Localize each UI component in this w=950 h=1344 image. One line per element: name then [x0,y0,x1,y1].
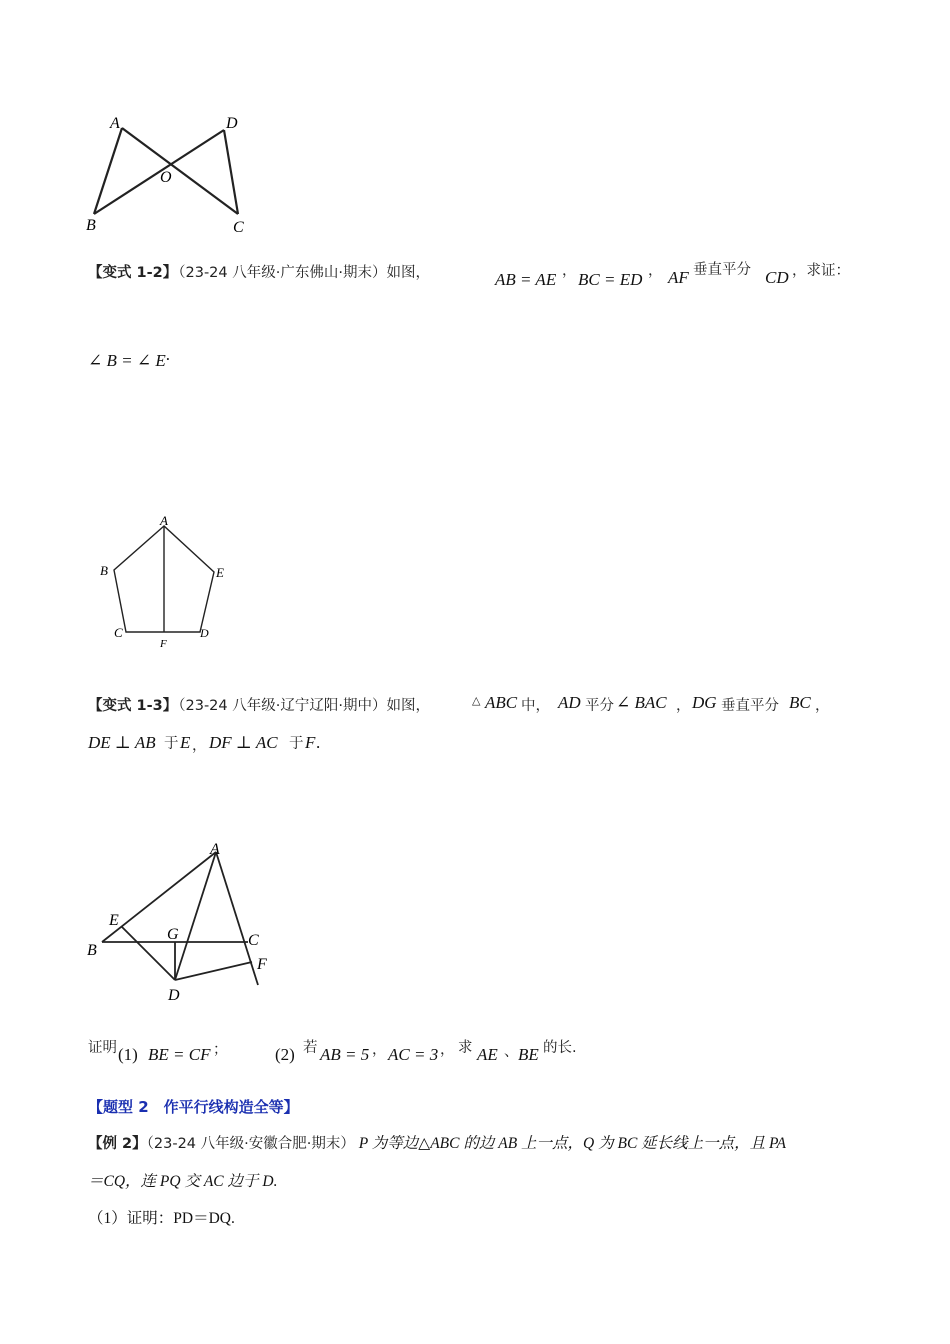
de-chang: 的长. [543,1040,577,1056]
conclusion-angles: ∠ B = ∠ E. [88,345,170,370]
semicolon: ； [213,1042,228,1058]
comma-2: ， [815,698,830,714]
example-2-source: （23-24 八年级·安徽合肥·期末） [146,1136,355,1152]
bc: BC [789,693,811,712]
comma-3: ， [192,738,207,754]
variant-1-2-tag: 【变式 1-2】 [88,265,178,281]
example-2-question-1: （1）证明：PD＝DQ. [88,1210,235,1227]
label-o: O [160,169,172,186]
label-c: C [248,932,259,949]
af: AF [668,268,689,287]
variant-1-3-line1 [88,690,938,720]
label-b: B [87,942,97,959]
sep-2: ， [648,263,663,279]
comma: ， [676,698,691,714]
example-2-line2: ＝CQ，连 PQ 交 AC 边于 D. [88,1173,278,1190]
abc: ABC [485,693,518,712]
part2-number: (2) [275,1045,295,1064]
example-2-text: P 为等边△ABC 的边 AB 上一点，Q 为 BC 延长线上一点，且 PA [358,1135,786,1152]
label-c: C [233,219,244,236]
label-a: A [160,513,168,528]
variant-1-3-line2: DE ⊥ AB 于 E ， DF ⊥ AC 于 F . [88,733,321,754]
label-a: A [210,841,220,858]
part2-if: 若 [303,1040,318,1056]
example-2-line1 [88,1131,786,1153]
sep-b: ， [440,1042,455,1058]
figure-pentagon [90,510,240,655]
dg: DG [692,693,717,712]
label-d: D [226,115,238,132]
section-heading: 【题型 2 作平行线构造全等】 [88,1098,299,1116]
yu-2: 于 [289,736,304,752]
label-a: A [110,115,120,132]
label-e: E [109,912,119,929]
triangle-symbol: △ [472,694,481,707]
ac-equals-3: AC = 3 [388,1045,439,1064]
sep-a: ， [372,1042,387,1058]
zhong: 中， [521,698,550,714]
label-b: B [86,217,96,234]
label-g: G [167,926,179,943]
eq-bc-ed: BC = ED [578,270,643,289]
ad: AD [558,693,581,712]
variant-1-2-source: （23-24 八年级·广东佛山·期末）如图， [171,265,430,281]
ab-equals-5: AB = 5 [320,1045,370,1064]
label-d: D [200,626,209,640]
cd: CD [765,268,789,287]
df-perp-ac: DF ⊥ AC [209,733,278,752]
ae: AE [477,1045,498,1064]
f: F [305,733,316,752]
de-perp-ab: DE ⊥ AB [88,733,156,752]
angle-bac: ∠ BAC [616,693,667,712]
yu-1: 于 [164,736,179,752]
eq-ab-ae: AB = AE [495,270,557,289]
proof-prefix: 证明 [88,1040,117,1056]
bisect: 平分 [585,698,614,714]
label-c: C [114,625,123,640]
variant-1-2-line [88,256,938,296]
label-d: D [168,987,180,1004]
figure-triangle-adgef [80,835,290,1010]
part1-number: (1) [118,1045,138,1064]
perp-bisect-text: 垂直平分 [693,262,751,278]
be: BE [518,1045,539,1064]
prove-text: ，求证： [792,263,850,279]
label-f: F [257,956,267,973]
label-e: E [216,565,224,580]
variant-1-3-source: （23-24 八年级·辽宁辽阳·期中）如图， [171,698,430,714]
proof-line [88,1036,688,1070]
qiu: 求 [458,1040,473,1056]
label-b: B [100,563,108,578]
variant-1-3-tag: 【变式 1-3】 [88,698,178,714]
perp-bisect: 垂直平分 [721,698,779,714]
sep-1: ， [562,263,577,279]
e: E [180,733,191,752]
part1-statement: BE = CF [148,1045,211,1064]
figure-bowtie [80,110,260,240]
label-f: F [160,638,167,650]
dun: 、 [504,1044,519,1060]
example-2-tag: 【例 2】 [88,1136,147,1152]
